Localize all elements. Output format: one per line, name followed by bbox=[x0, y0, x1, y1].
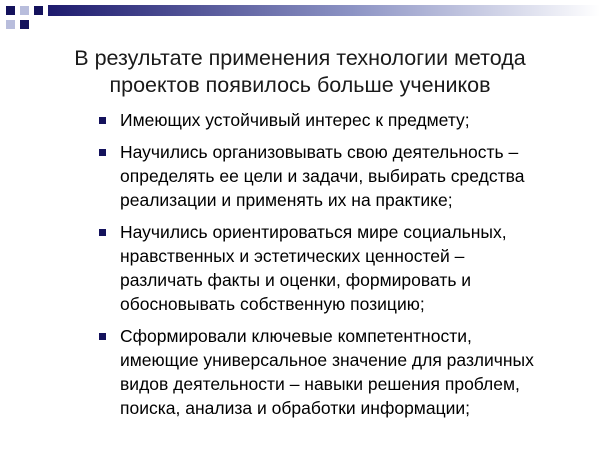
decor-square-5 bbox=[34, 6, 43, 15]
bullet-text-line: обосновывать собственную позицию; bbox=[120, 294, 425, 314]
bullet-list bbox=[102, 108, 597, 428]
slide-title-line-2: проектов появилось больше учеников bbox=[109, 73, 491, 97]
bullet-text-line: поиска, анализа и обработки информации; bbox=[120, 398, 471, 418]
header-decoration bbox=[0, 0, 600, 40]
bullet-text-line: видов деятельности – навыки решения проблем, bbox=[120, 374, 520, 394]
bullet-item-organize bbox=[102, 140, 597, 212]
decor-square-4 bbox=[20, 20, 29, 29]
bullet-text-line: реализации и применять их на практике; bbox=[120, 190, 453, 210]
square-bullet-icon bbox=[99, 229, 106, 236]
bullet-text-line: определять ее цели и задачи, выбирать средства bbox=[120, 166, 525, 186]
slide-title bbox=[20, 45, 580, 99]
bullet-text-line: имеющие универсальное значение для различных bbox=[120, 350, 534, 370]
bullet-item-interest bbox=[102, 108, 597, 132]
slide-title-line-1: В результате применения технологии метода bbox=[74, 46, 526, 70]
header-gradient-bar bbox=[48, 5, 600, 16]
bullet-item-orient bbox=[102, 220, 597, 316]
bullet-text-line: различать факты и оценки, формировать и bbox=[120, 270, 472, 290]
bullet-text-line: Имеющих устойчивый интерес к предмету; bbox=[120, 110, 470, 130]
decor-square-1 bbox=[6, 6, 15, 15]
bullet-text-line: Научились ориентироваться мире социальных, bbox=[120, 222, 507, 242]
bullet-item-competence bbox=[102, 324, 597, 420]
decor-square-3 bbox=[6, 20, 15, 29]
bullet-text-line: Научились организовывать свою деятельность – bbox=[120, 142, 519, 162]
square-bullet-icon bbox=[99, 333, 106, 340]
bullet-text-line: нравственных и эстетических ценностей – bbox=[120, 246, 465, 266]
square-bullet-icon bbox=[99, 149, 106, 156]
bullet-text-line: Сформировали ключевые компетентности, bbox=[120, 326, 472, 346]
decor-square-2 bbox=[20, 6, 29, 15]
square-bullet-icon bbox=[99, 117, 106, 124]
